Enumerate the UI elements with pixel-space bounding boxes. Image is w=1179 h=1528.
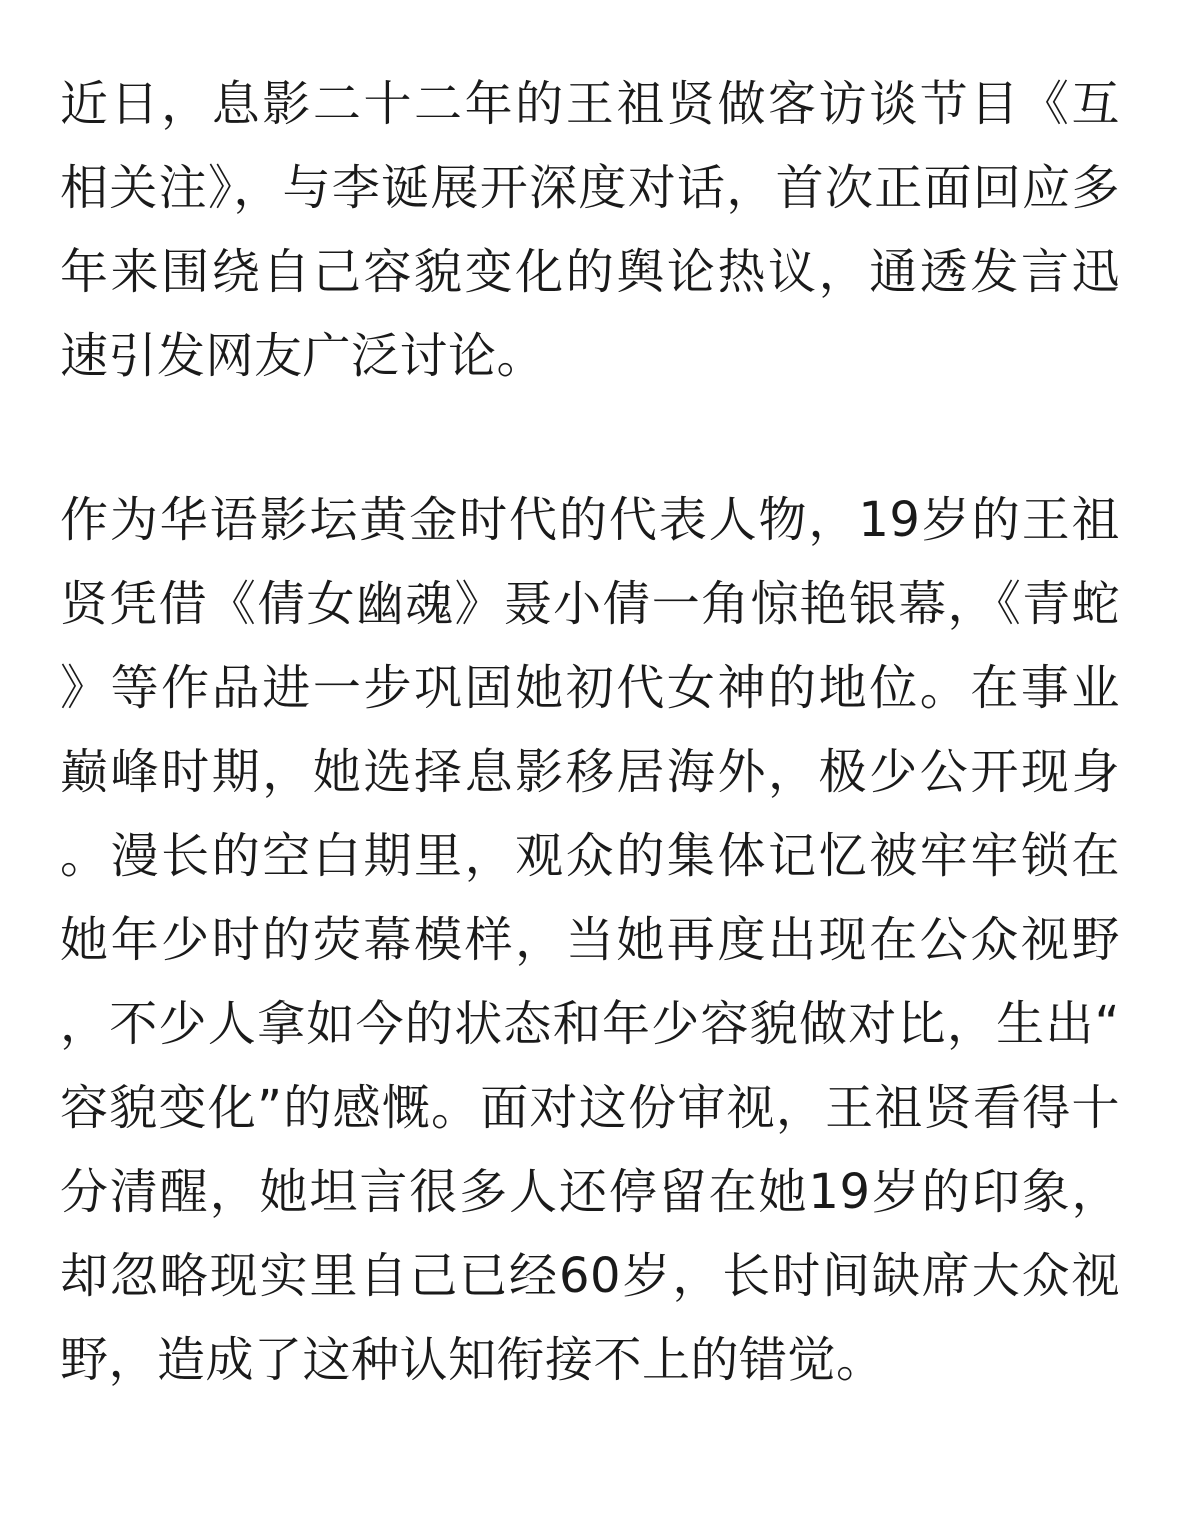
article-paragraph-2: 作为华语影坛黄金时代的代表人物，19岁的王祖贤凭借《倩女幽魂》聂小倩一角惊艳银幕，《青蛇》等作品进一步巩固她初代女神的地位。在事业巅峰时期，她选择息影移居海外，极少公开现身。漫长的空白期里，观众的集体记忆被牢牢锁在她年少时的荧幕模样，当她再度出现在公众视野，不少人拿如今的状态和年少容貌做对比，生出“容貌变化”的感慨。面对这份审视，王祖贤看得十分清醒，她坦言很多人还停留在她19岁的印象，却忽略现实里自己已经60岁，长时间缺席大众视野，造成了这种认知衔接不上的错觉。 — [60, 492, 1120, 1388]
article-paragraph-1: 近日，息影二十二年的王祖贤做客访谈节目《互相关注》，与李诞展开深度对话，首次正面回应多年来围绕自己容貌变化的舆论热议，通透发言迅速引发网友广泛讨论。 — [60, 76, 1120, 384]
article-body — [60, 62, 1120, 1402]
